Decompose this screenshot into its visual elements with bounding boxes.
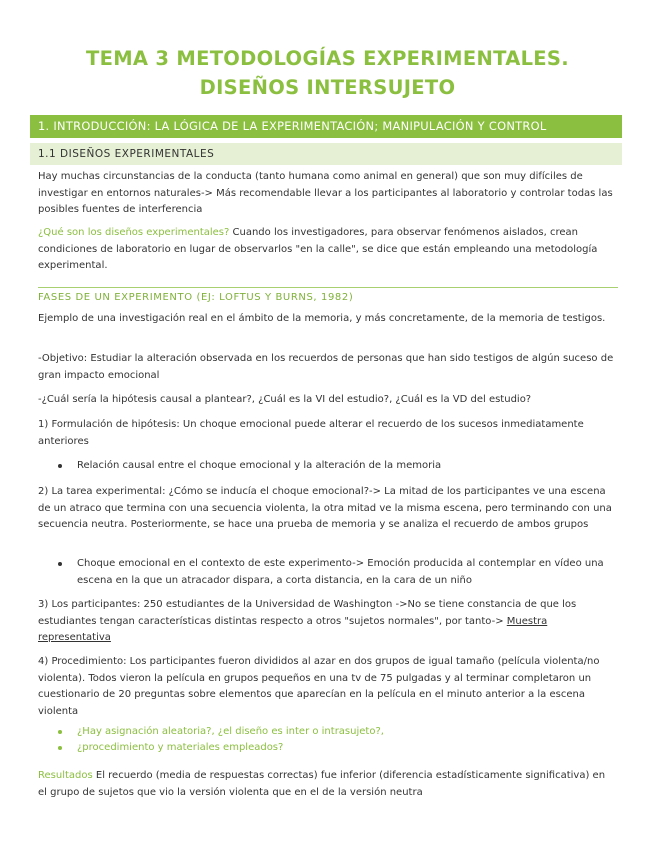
step4-bullet-1: ¿Hay asignación aleatoria?, ¿el diseño es inter o intrasujeto?, xyxy=(77,726,384,737)
example-paragraph: Ejemplo de una investigación real en el ámbito de la memoria, y más concretamente, de la memoria de testigos. xyxy=(38,313,606,324)
step4-paragraph: 4) Procedimiento: Los participantes fueron divididos al azar en dos grupos de igual tamaño (película violenta/no violenta). Todos vieron la película en grupos pequeños en una tv de 75 pulgadas y al terminar completaron un cuestionario de 20 preguntas sobre elementos que aparecían en la película en el minuto anterior a la escena violenta xyxy=(38,656,600,717)
results-text: El recuerdo (media de respuestas correctas) fue inferior (diferencia estadísticamente significativa) en el grupo de sujetos que vio la versión violenta que en el de la versión neutra xyxy=(38,770,606,798)
section-heading-1: 1. INTRODUCCIÓN: LA LÓGICA DE LA EXPERIMENTACIÓN; MANIPULACIÓN Y CONTROL xyxy=(30,115,622,138)
question-text: Cuando los investigadores, para observar fenómenos aislados, crean condiciones de laboratorio en lugar de observarlos "en la calle", se dice que están empleando una metodología experimental. xyxy=(38,227,598,271)
step2-paragraph: 2) La tarea experimental: ¿Cómo se inducía el choque emocional?-> La mitad de los participantes ve una escena de un atraco que termina con una secuencia violenta, la otra mitad ve la misma escena, pero terminando con una secuencia neutra. Posteriormente, se hace una prueba de memoria y se analiza el recuerdo de ambos grupos xyxy=(38,486,612,530)
subsection-heading: 1.1 DISEÑOS EXPERIMENTALES xyxy=(30,143,622,165)
step2-bullet: Choque emocional en el contexto de este experimento-> Emoción producida al contemplar en vídeo una escena en la que un atracador dispara, a corta distancia, en la cara de un niño xyxy=(77,558,604,586)
question-label: ¿Qué son los diseños experimentales? xyxy=(38,227,230,238)
phases-heading: FASES DE UN EXPERIMENTO (EJ: LOFTUS Y BURNS, 1982) xyxy=(38,292,354,303)
step4-bullet-2: ¿procedimiento y materiales empleados? xyxy=(77,742,284,753)
results-label: Resultados xyxy=(38,770,93,781)
step3-paragraph xyxy=(38,597,616,647)
question-paragraph xyxy=(38,225,616,275)
bullet-dot xyxy=(58,746,62,750)
intro-paragraph: Hay muchas circunstancias de la conducta (tanto humana como animal en general) que son muy difíciles de investigar en entornos naturales-> Más recomendable llevar a los participantes al laboratorio y controlar todas las posibles fuentes de interferencia xyxy=(38,171,613,215)
section-divider xyxy=(38,287,618,288)
step3-text: 3) Los participantes: 250 estudiantes de la Universidad de Washington ->No se tiene constancia de que los estudiantes tengan características distintas respecto a otros "sujetos normales", por tanto-> xyxy=(38,599,577,627)
bullet-dot xyxy=(58,562,62,566)
questions-line: -¿Cuál sería la hipótesis causal a plantear?, ¿Cuál es la VI del estudio?, ¿Cuál es la VD del estudio? xyxy=(38,394,532,405)
document-title: TEMA 3 METODOLOGÍAS EXPERIMENTALES. DISEÑOS INTERSUJETO xyxy=(86,47,569,99)
bullet-dot xyxy=(58,464,62,468)
step1-bullet: Relación causal entre el choque emocional y la alteración de la memoria xyxy=(77,460,442,471)
step3-link[interactable]: Muestra representativa xyxy=(38,615,548,643)
step1-paragraph: 1) Formulación de hipótesis: Un choque emocional puede alterar el recuerdo de los sucesos inmediatamente anteriores xyxy=(38,419,584,447)
results-paragraph xyxy=(38,768,616,801)
objective-paragraph: -Objetivo: Estudiar la alteración observada en los recuerdos de personas que han sido testigos de algún suceso de gran impacto emocional xyxy=(38,353,614,381)
bullet-dot xyxy=(58,730,62,734)
